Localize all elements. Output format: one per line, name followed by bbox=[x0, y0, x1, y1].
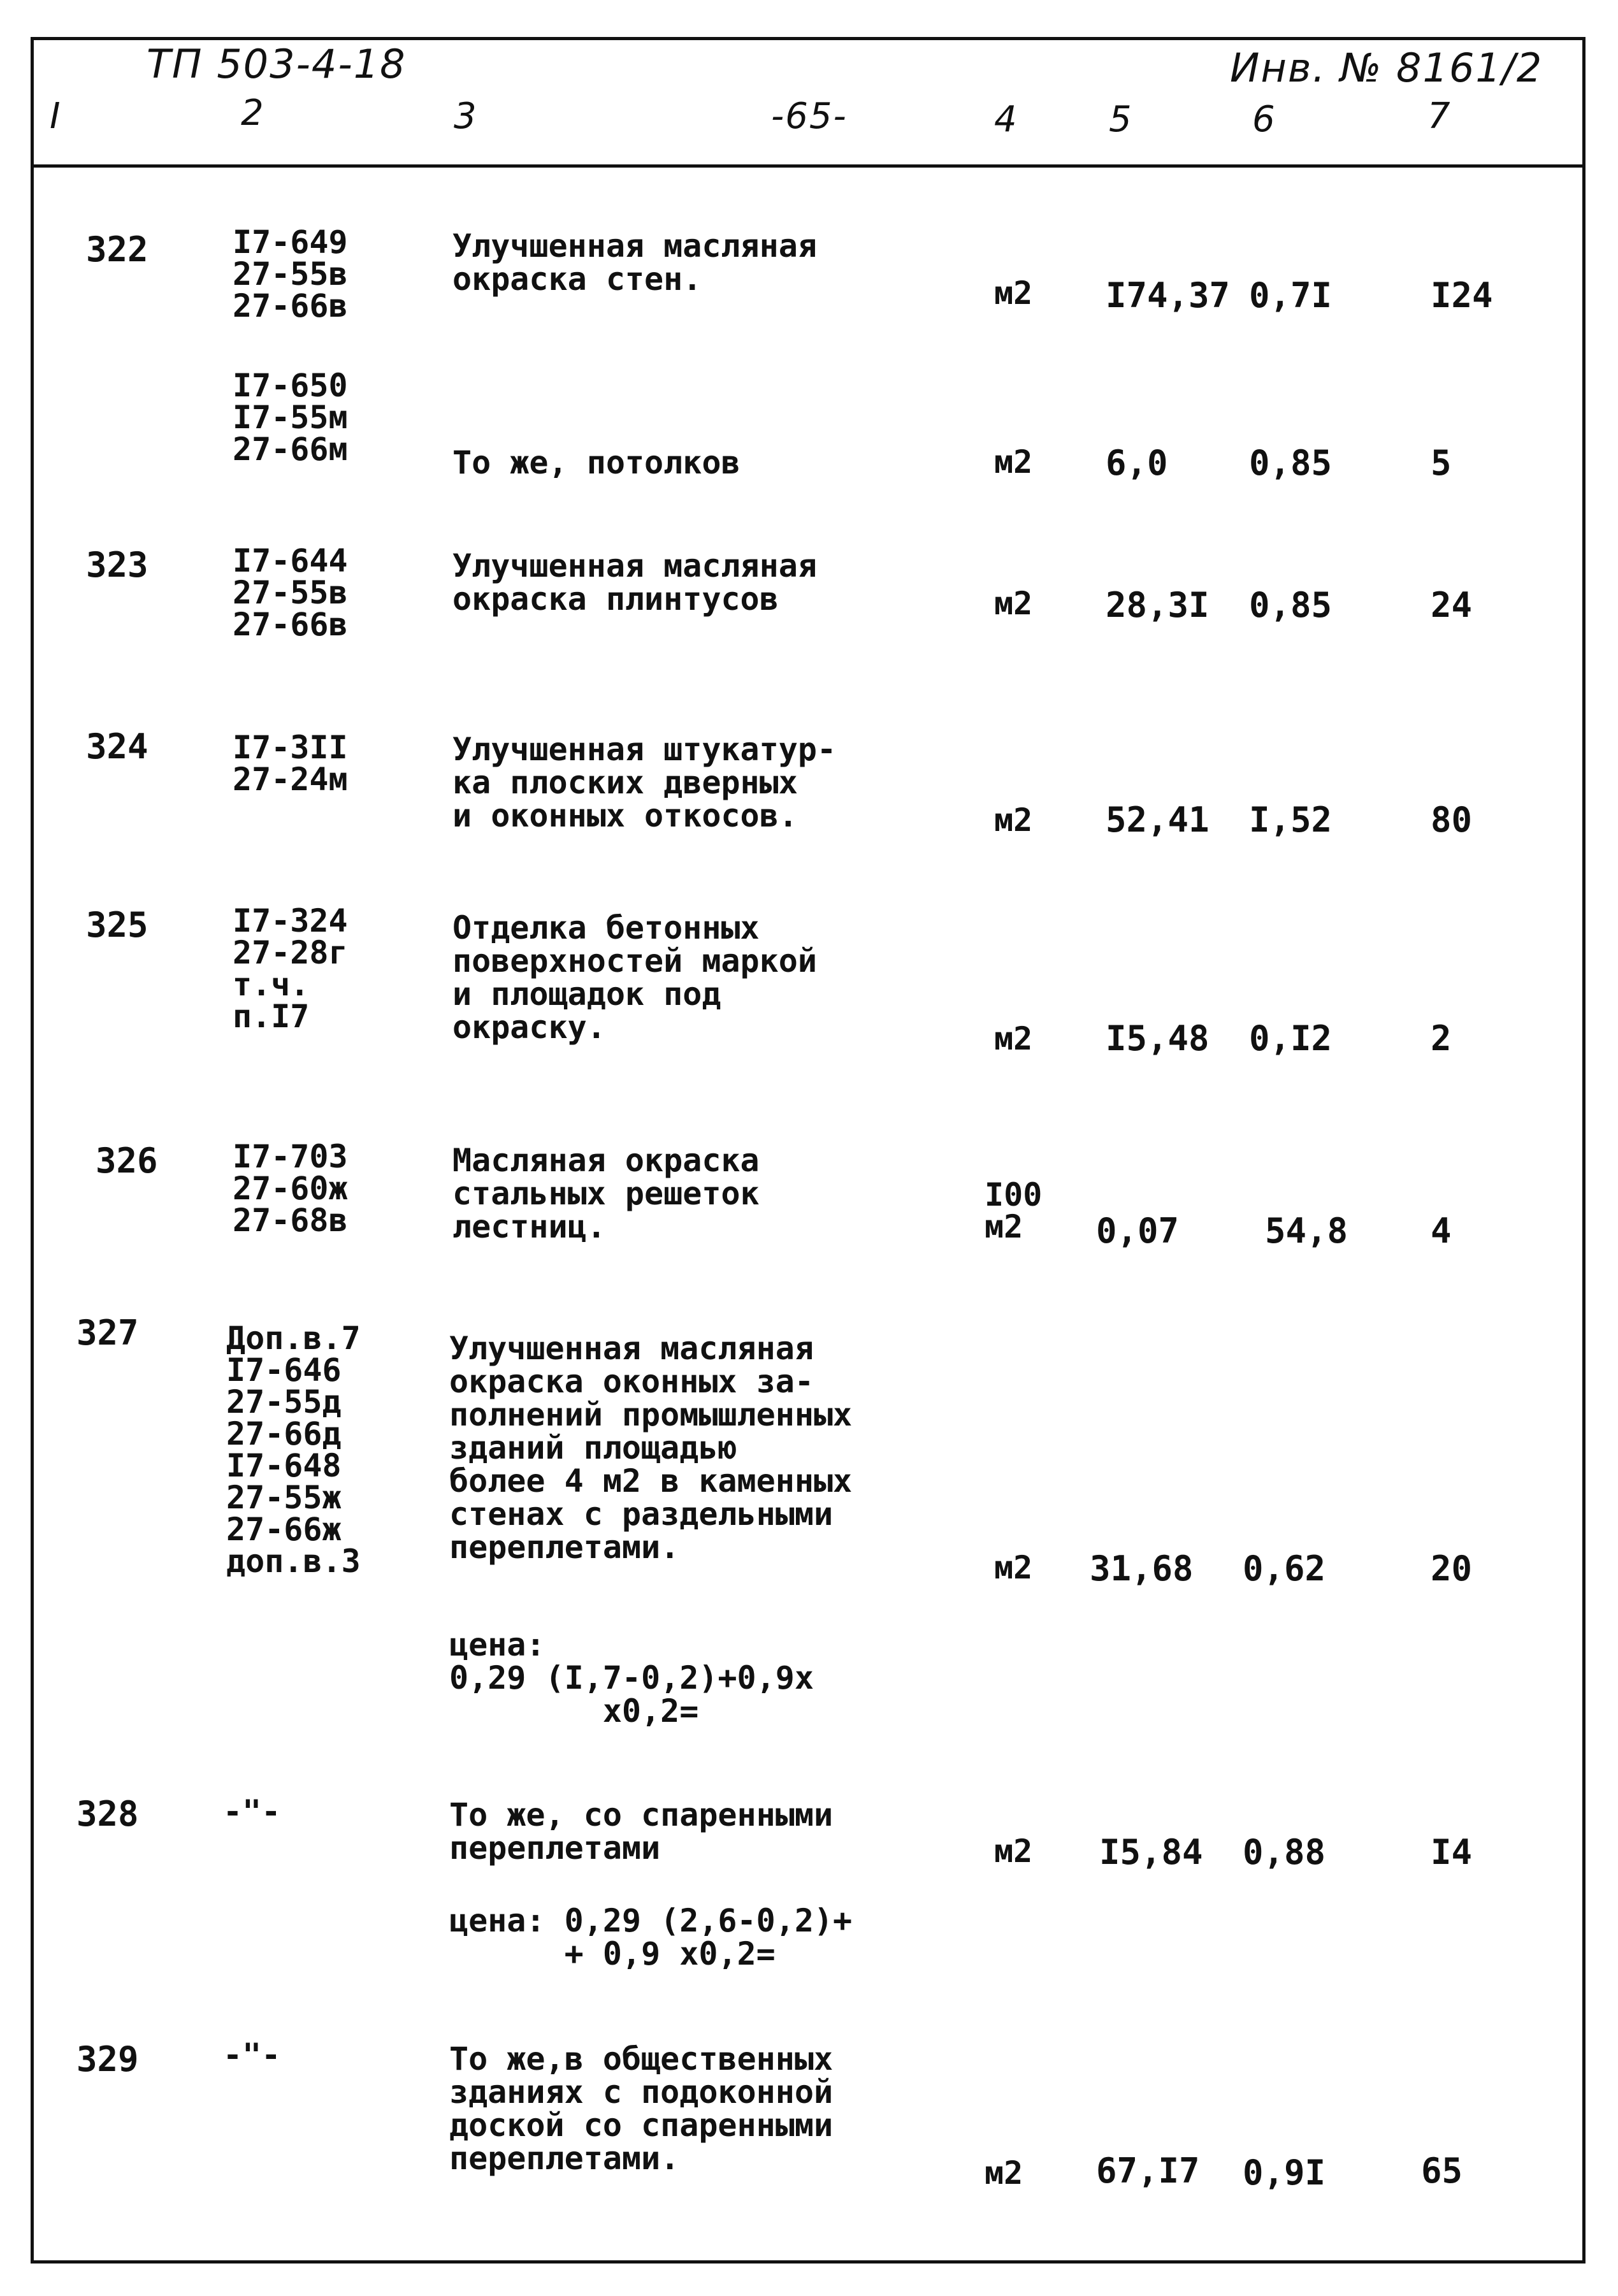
unit-price: 0,62 bbox=[1243, 1549, 1326, 1589]
norm-code: I7-703 27-60ж 27-68в bbox=[233, 1138, 348, 1239]
norm-code: I7-324 27-28г т.ч. п.I7 bbox=[233, 902, 348, 1035]
unit: м2 bbox=[994, 802, 1033, 839]
quantity: 0,07 bbox=[1096, 1211, 1180, 1251]
unit: м2 bbox=[994, 1020, 1033, 1057]
quantity: I5,84 bbox=[1099, 1832, 1203, 1872]
work-description: То же, со спаренными переплетами bbox=[449, 1796, 834, 1866]
row-number: 327 bbox=[76, 1313, 139, 1353]
unit-price: 54,8 bbox=[1265, 1211, 1348, 1251]
header-divider bbox=[31, 164, 1585, 168]
quantity: 52,41 bbox=[1106, 800, 1210, 840]
col-number-3: 3 bbox=[454, 96, 477, 137]
row-number: 328 bbox=[76, 1794, 139, 1834]
quantity: 31,68 bbox=[1090, 1549, 1194, 1589]
inventory-number: Инв. № 8161/2 bbox=[1230, 45, 1543, 91]
page-number: -65- bbox=[771, 96, 848, 137]
price-calculation: цена: 0,29 (2,6-0,2)+ + 0,9 х0,2= bbox=[449, 1902, 853, 1972]
row-number: 325 bbox=[86, 905, 148, 945]
norm-code: I7-649 27-55в 27-66в bbox=[233, 224, 348, 324]
total-cost: 5 bbox=[1431, 443, 1452, 483]
work-description: Отделка бетонных поверхностей маркой и площадок под окраску. bbox=[452, 909, 817, 1046]
work-description: Улучшенная штукатур- ка плоских дверных и оконных откосов. bbox=[452, 731, 837, 834]
norm-code: I7-650 I7-55м 27-66м bbox=[233, 367, 348, 468]
col-number-6: 6 bbox=[1252, 99, 1275, 140]
quantity: I74,37 bbox=[1106, 275, 1231, 315]
row-number: 329 bbox=[76, 2039, 139, 2079]
unit-price: 0,I2 bbox=[1249, 1018, 1333, 1058]
unit: м2 bbox=[994, 275, 1033, 312]
norm-code: -"- bbox=[223, 1793, 281, 1830]
unit: м2 bbox=[994, 585, 1033, 622]
norm-code: I7-3II 27-24м bbox=[233, 729, 348, 798]
row-number: 323 bbox=[86, 545, 148, 585]
unit-price: 0,7I bbox=[1249, 275, 1333, 315]
col-number-7: 7 bbox=[1427, 96, 1450, 137]
row-number: 324 bbox=[86, 726, 148, 767]
work-description: Масляная окраска стальных решеток лестниц. bbox=[452, 1142, 760, 1245]
quantity: 6,0 bbox=[1106, 443, 1168, 483]
work-description: То же,в общественных зданиях с подоконной доской со спаренными переплетами. bbox=[449, 2040, 834, 2177]
unit-price: 0,88 bbox=[1243, 1832, 1326, 1872]
total-cost: 24 bbox=[1431, 585, 1473, 625]
unit: м2 bbox=[985, 2155, 1023, 2191]
quantity: 28,3I bbox=[1106, 585, 1210, 625]
work-description: Улучшенная масляная окраска оконных за- полнений промышленных зданий площадью более 4 м2 в каменных стенах с раздельными переплетами. bbox=[449, 1330, 853, 1566]
quantity: I5,48 bbox=[1106, 1018, 1210, 1058]
total-cost: I4 bbox=[1431, 1832, 1473, 1872]
doc-code: ТП 503-4-18 bbox=[147, 41, 407, 87]
unit: м2 bbox=[994, 1833, 1033, 1870]
total-cost: 65 bbox=[1421, 2151, 1463, 2191]
col-number-1: I bbox=[50, 96, 61, 137]
norm-code: I7-644 27-55в 27-66в bbox=[233, 542, 348, 643]
row-number: 322 bbox=[86, 229, 148, 270]
col-number-2: 2 bbox=[241, 92, 264, 134]
work-description: Улучшенная масляная окраска плинтусов bbox=[452, 547, 817, 617]
col-number-5: 5 bbox=[1109, 99, 1132, 140]
total-cost: 20 bbox=[1431, 1549, 1473, 1589]
norm-code: -"- bbox=[223, 2037, 281, 2074]
unit-price: I,52 bbox=[1249, 800, 1333, 840]
unit-price: 0,9I bbox=[1243, 2153, 1326, 2193]
price-calculation: цена: 0,29 (I,7-0,2)+0,9х х0,2= bbox=[449, 1626, 814, 1729]
col-number-4: 4 bbox=[994, 99, 1017, 140]
unit-price: 0,85 bbox=[1249, 585, 1333, 625]
unit-price: 0,85 bbox=[1249, 443, 1333, 483]
quantity: 67,I7 bbox=[1096, 2151, 1200, 2191]
row-number: 326 bbox=[96, 1141, 158, 1181]
unit: м2 bbox=[994, 444, 1033, 480]
total-cost: 80 bbox=[1431, 800, 1473, 840]
work-description: То же, потолков bbox=[452, 444, 740, 481]
norm-code: Доп.в.7 I7-646 27-55д 27-66д I7-648 27-55ж 27-66ж доп.в.3 bbox=[226, 1320, 361, 1580]
unit: м2 bbox=[994, 1549, 1033, 1586]
work-description: Улучшенная масляная окраска стен. bbox=[452, 227, 817, 298]
total-cost: 2 bbox=[1431, 1018, 1452, 1058]
total-cost: I24 bbox=[1431, 275, 1493, 315]
unit: I00 м2 bbox=[985, 1176, 1043, 1245]
total-cost: 4 bbox=[1431, 1211, 1452, 1251]
